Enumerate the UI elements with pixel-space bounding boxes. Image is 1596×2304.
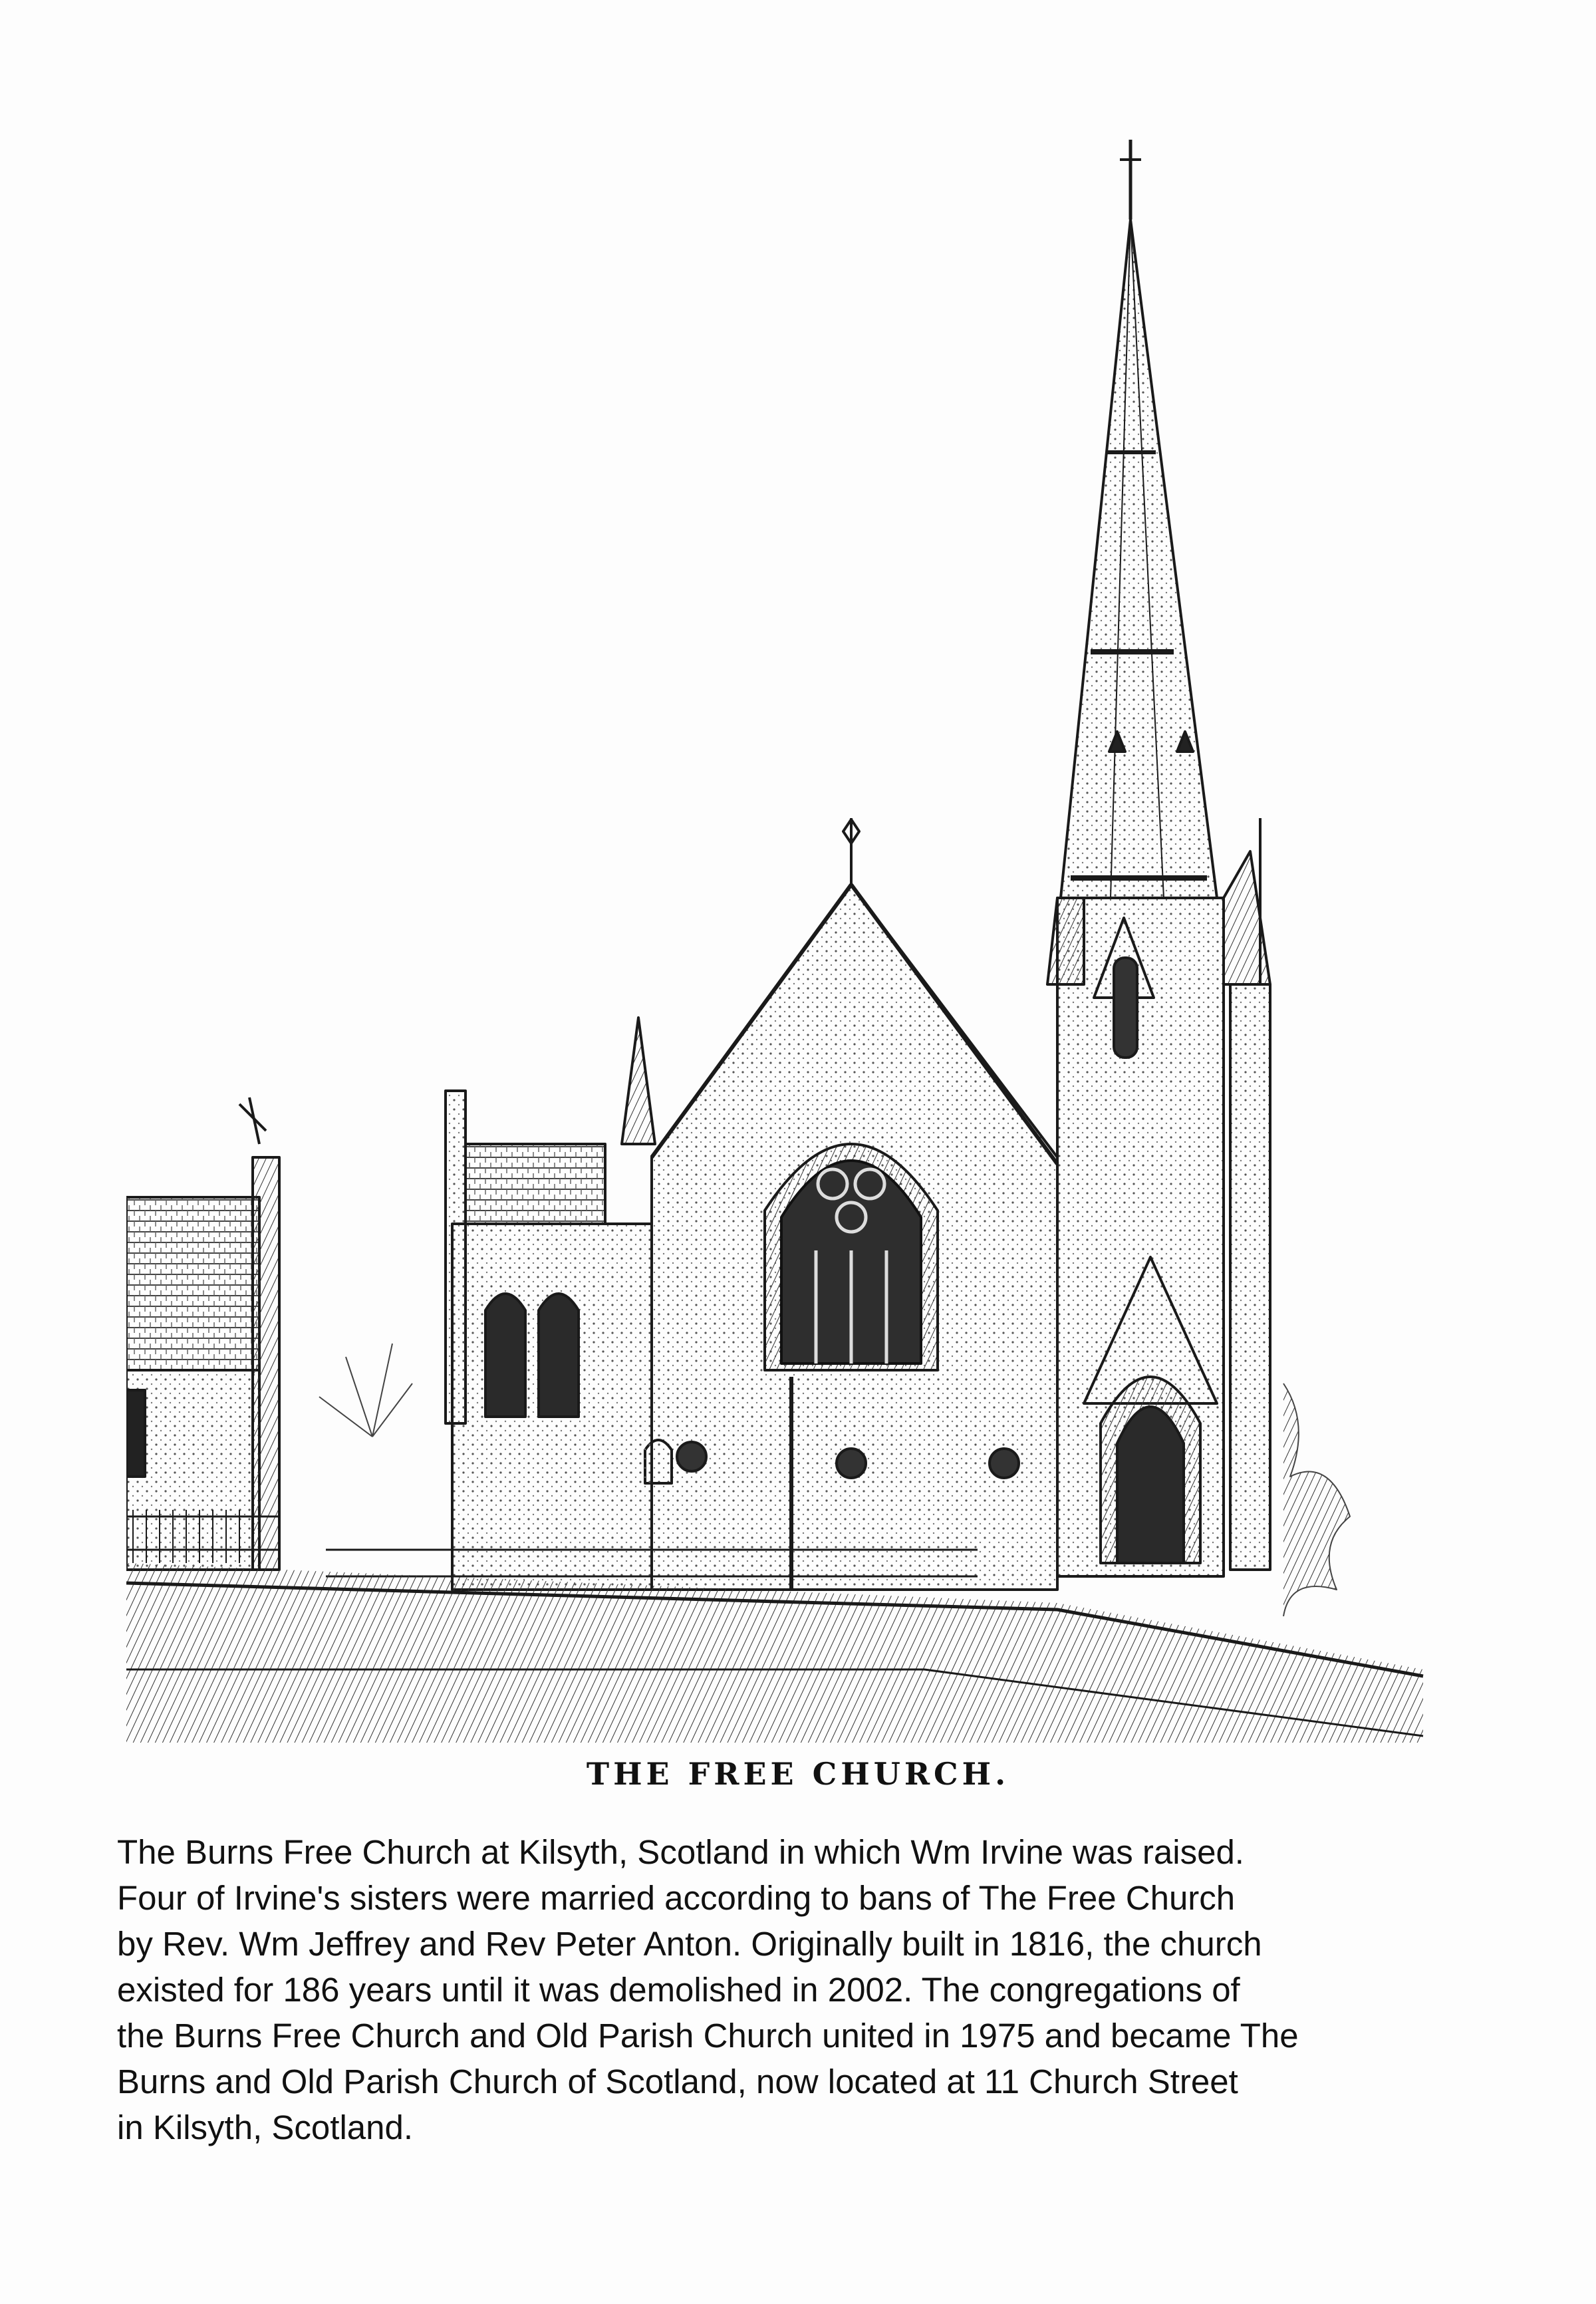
cottage <box>126 1097 279 1570</box>
illustration-caption: THE FREE CHURCH. <box>586 1756 1010 1792</box>
description-line: by Rev. Wm Jeffrey and Rev Peter Anton. Originally built in 1816, the church <box>117 1925 1262 1963</box>
description-line: the Burns Free Church and Old Parish Church united in 1975 and became The <box>117 2017 1299 2055</box>
side-wing <box>446 1018 655 1590</box>
description-line: existed for 186 years until it was demolished in 2002. The congregations of <box>117 1971 1240 2009</box>
church-illustration <box>126 120 1483 1743</box>
description-paragraph <box>117 1829 1514 2150</box>
description-line: Four of Irvine's sisters were married according to bans of The Free Church <box>117 1879 1236 1917</box>
tower <box>1047 818 1270 1576</box>
spire <box>1061 140 1217 898</box>
description-line: Burns and Old Parish Church of Scotland, now located at 11 Church Street <box>117 2063 1238 2100</box>
description-line: The Burns Free Church at Kilsyth, Scotland in which Wm Irvine was raised. <box>117 1833 1244 1871</box>
main-gable <box>645 818 1057 1590</box>
description-line: in Kilsyth, Scotland. <box>117 2108 414 2146</box>
